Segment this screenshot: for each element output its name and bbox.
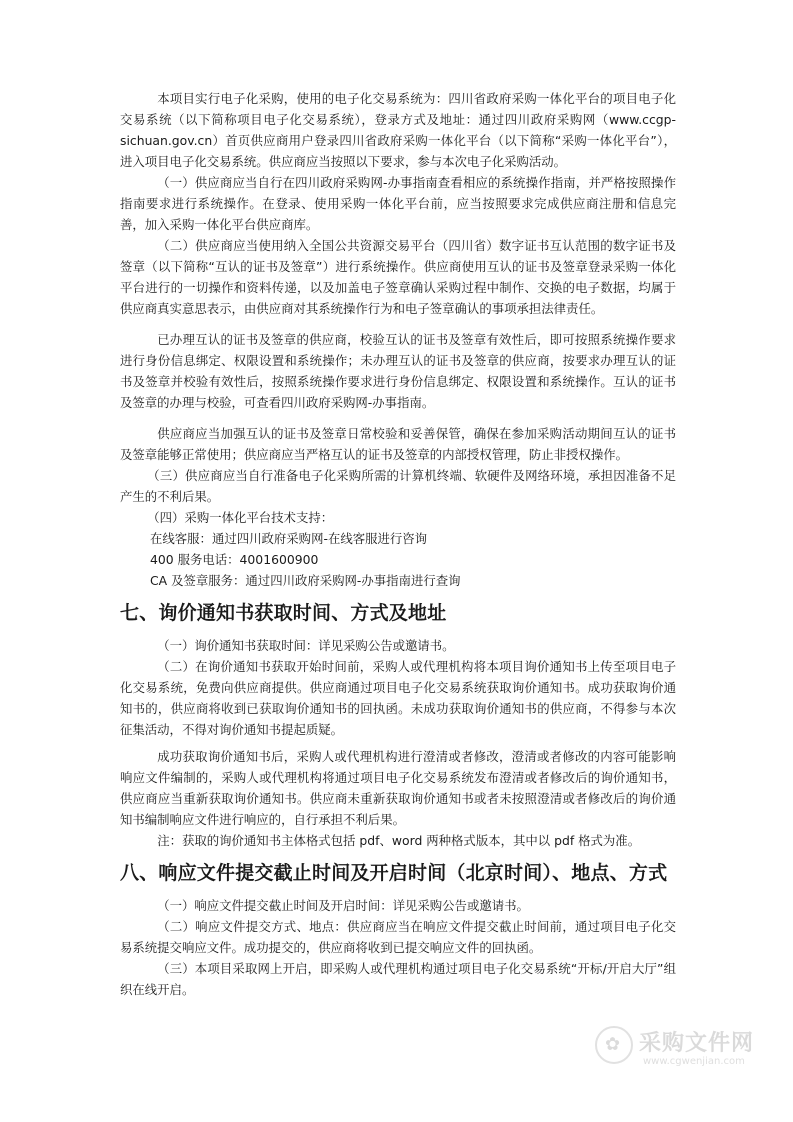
watermark [595,1022,775,1082]
paragraph-5: （三）供应商应当自行准备电子化采购所需的计算机终端、软硬件及网络环境，承担因准备不足产生的不利后果。 [120,468,676,504]
section-7-note: 注：获取的询价通知书主体格式包括 pdf、word 两种格式版本，其中以 pdf 格式为准。 [157,833,641,848]
watermark-name: 采购文件网 [639,1031,755,1056]
section-7-heading: 七、询价通知书获取时间、方式及地址 [120,602,447,624]
paragraph-4: 供应商应当加强互认的证书及签章日常校验和妥善保管，确保在参加采购活动期间互认的证书及签章能够正常使用；供应商应当严格互认的证书及签章的内部授权管理，防止非授权操作。 [120,426,676,462]
section-7-p2: （二）在询价通知书获取开始时间前，采购人或代理机构将本项目询价通知书上传至项目电子化交易系统，免费向供应商提供。供应商通过项目电子化交易系统获取询价通知书。成功获取询价通知书的，供应商将收到已获取询价通知书的回执函。未成功获取询价通知书的供应商，不得参与本次征集活动，不得对询价通知书提起质疑。 [120,659,676,737]
support-phone: 400 服务电话：4001600900 [150,552,319,567]
support-title: （四）采购一体化平台技术支持： [147,510,334,525]
support-ca: CA 及签章服务：通过四川政府采购网-办事指南进行查询 [150,573,461,588]
section-8-p2: （二）响应文件提交方式、地点：供应商应当在响应文件提交截止时间前，通过项目电子化交易系统提交响应文件。成功提交的，供应商将收到已提交响应文件的回执函。 [120,919,676,955]
leaf-logo-icon: ✿ [595,1026,633,1064]
support-online: 在线客服：通过四川政府采购网-在线客服进行咨询 [150,531,428,546]
section-7-p3: 成功获取询价通知书后，采购人或代理机构进行澄清或者修改，澄清或者修改的内容可能影响响应文件编制的，采购人或代理机构将通过项目电子化交易系统发布澄清或者修改后的询价通知书，供应商应当重新获取询价通知书。供应商未重新获取询价通知书或者未按照澄清或者修改后的询价通知书编制响应文件进行响应的，自行承担不利后果。 [120,749,676,827]
section-8-p1: （一）响应文件提交截止时间及开启时间：详见采购公告或邀请书。 [157,898,529,913]
section-8-heading: 八、响应文件提交截止时间及开启时间（北京时间）、地点、方式 [120,862,668,884]
paragraph-1: （一）供应商应当自行在四川政府采购网-办事指南查看相应的系统操作指南，并严格按照操作指南要求进行系统操作。在登录、使用采购一体化平台前，应当按照要求完成供应商注册和信息完善，加入采购一体化平台供应商库。 [120,175,676,232]
section-8-p3: （三）本项目采取网上开启，即采购人或代理机构通过项目电子化交易系统“开标/开启大厅”组织在线开启。 [120,961,676,997]
intro-paragraph: 本项目实行电子化采购，使用的电子化交易系统为：四川省政府采购一体化平台的项目电子化交易系统（以下简称项目电子化交易系统），登录方式及地址：通过四川政府采购网（www.ccgp-sichuan.gov.cn）首页供应商用户登录四川省政府采购一体化平台（以下简称“采购一体化平台”），进入项目电子化交易系统。供应商应当按照以下要求，参与本次电子化采购活动。 [120,91,676,169]
watermark-url: www.cgwenjian.com [643,1056,745,1067]
section-7-p1: （一）询价通知书获取时间：详见采购公告或邀请书。 [157,638,455,653]
document-page [120,88,676,1000]
paragraph-3: 已办理互认的证书及签章的供应商，校验互认的证书及签章有效性后，即可按照系统操作要求进行身份信息绑定、权限设置和系统操作；未办理互认的证书及签章的供应商，按要求办理互认的证书及签章并校验有效性后，按照系统操作要求进行身份信息绑定、权限设置和系统操作。互认的证书及签章的办理与校验，可查看四川政府采购网-办事指南。 [120,332,676,410]
paragraph-2: （二）供应商应当使用纳入全国公共资源交易平台（四川省）数字证书互认范围的数字证书及签章（以下简称“互认的证书及签章”）进行系统操作。供应商使用互认的证书及签章登录采购一体化平台进行的一切操作和资料传递，以及加盖电子签章确认采购过程中制作、交换的电子数据，均属于供应商真实意思表示，由供应商对其系统操作行为和电子签章确认的事项承担法律责任。 [120,238,676,316]
